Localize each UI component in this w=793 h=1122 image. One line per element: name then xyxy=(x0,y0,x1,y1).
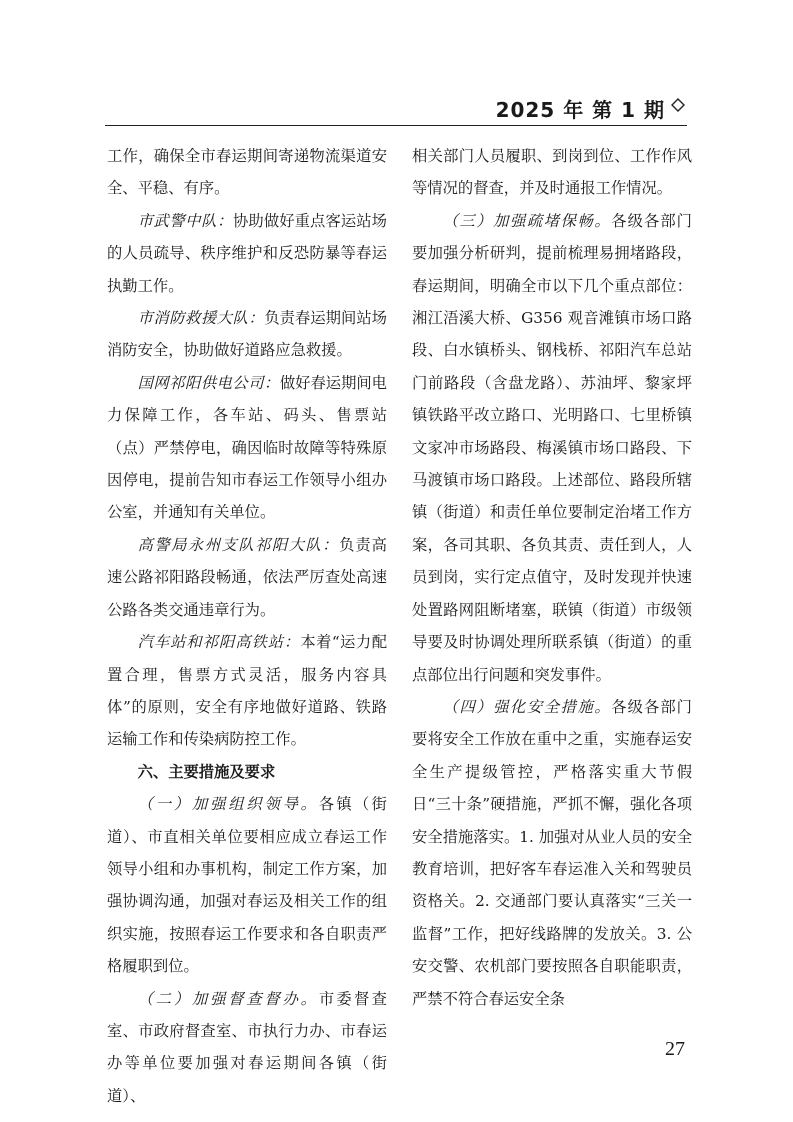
paragraph: 市消防救援大队：负责春运期间站场消防安全，协助做好道路应急救援。 xyxy=(107,309,387,360)
agency-label: 市消防救援大队： xyxy=(137,309,265,328)
paragraph: （四）强化安全措施。各级各部门要将安全工作放在重中之重，实施春运安全生产提级管控，严格落实重大节假日“三十条”硬措施，严抓不懈，强化各项安全措施落实。1. 加强对从业人员的安全教育培训，把好客车春运准入关和驾驶员资格关。2. 交通部门要认真落实“三关一监督”工作，把好线路牌的发放关。3. 公安交警、农机部门要按照各自职能职责，严禁不符合春运安全条 xyxy=(412,697,692,1008)
measure-label: （二）加强督查督办。 xyxy=(137,989,319,1008)
header-rule xyxy=(105,125,687,126)
measure-label: （一）加强组织领导。 xyxy=(137,795,319,814)
agency-label: 国网祁阳供电公司： xyxy=(137,373,280,392)
paragraph: （三）加强疏堵保畅。各级各部门要加强分析研判，提前梳理易拥堵路段，春运期间，明确全市以下几个重点部位：湘江浯溪大桥、G356 观音滩镇市场口路段、白水镇桥头、钢栈桥、祁阳汽车总站门前路段（含盘龙路）、苏油坪、黎家坪镇铁路平改立路口、光明路口、七里桥镇文家冲市场路段、梅溪镇市场口路段、下马渡镇市场口路段。上述部位、路段所辖镇（街道）和责任单位要制定治堵工作方案，各司其职、各负其责、责任到人，人员到岗，实行定点值守，及时发现并快速处置路网阻断堵塞，联镇（街道）市级领导要及时协调处理所联系镇（街道）的重点部位出行问题和突发事件。 xyxy=(412,211,692,684)
running-header xyxy=(105,92,687,126)
agency-label: 汽车站和祁阳高铁站： xyxy=(137,633,301,652)
paragraph: 汽车站和祁阳高铁站：本着“运力配置合理，售票方式灵活，服务内容具体”的原则，安全有序地做好道路、铁路运输工作和传染病防控工作。 xyxy=(107,633,387,749)
paragraph: （一）加强组织领导。各镇（街道）、市直相关单位要相应成立春运工作领导小组和办事机构，制定工作方案，加强协调沟通，加强对春运及相关工作的组织实施，按照春运工作要求和各自职责严格履职到位。 xyxy=(107,795,387,976)
paragraph: 市武警中队：协助做好重点客运站场的人员疏导、秩序维护和反恐防暴等春运执勤工作。 xyxy=(107,211,387,295)
left-column xyxy=(107,140,387,1112)
measure-label: （三）加强疏堵保畅。 xyxy=(442,211,612,230)
measure-label: （四）强化安全措施。 xyxy=(442,697,612,716)
paragraph: 工作，确保全市春运期间寄递物流渠道安全、平稳、有序。 xyxy=(107,147,387,198)
issue-label: 2025 年 第 1 期 xyxy=(495,98,665,122)
diamond-icon xyxy=(671,98,685,112)
paragraph: （二）加强督查督办。市委督查室、市政府督查室、市执行力办、市春运办等单位要加强对春运期间各镇（街道）、 xyxy=(107,989,387,1105)
paragraph: 相关部门人员履职、到岗到位、工作作风等情况的督查，并及时通报工作情况。 xyxy=(412,147,692,198)
page-number: 27 xyxy=(665,1038,685,1060)
paragraph: 国网祁阳供电公司：做好春运期间电力保障工作，各车站、码头、售票站（点）严禁停电，确因临时故障等特殊原因停电，提前告知市春运工作领导小组办公室，并通知有关单位。 xyxy=(107,373,387,522)
section-heading: 六、主要措施及要求 xyxy=(137,762,276,781)
agency-label: 高警局永州支队祁阳大队： xyxy=(137,535,340,554)
right-column xyxy=(412,140,692,1015)
paragraph: 高警局永州支队祁阳大队：负责高速公路祁阳路段畅通，依法严厉查处高速公路各类交通违章行为。 xyxy=(107,535,387,619)
agency-label: 市武警中队： xyxy=(137,211,234,230)
